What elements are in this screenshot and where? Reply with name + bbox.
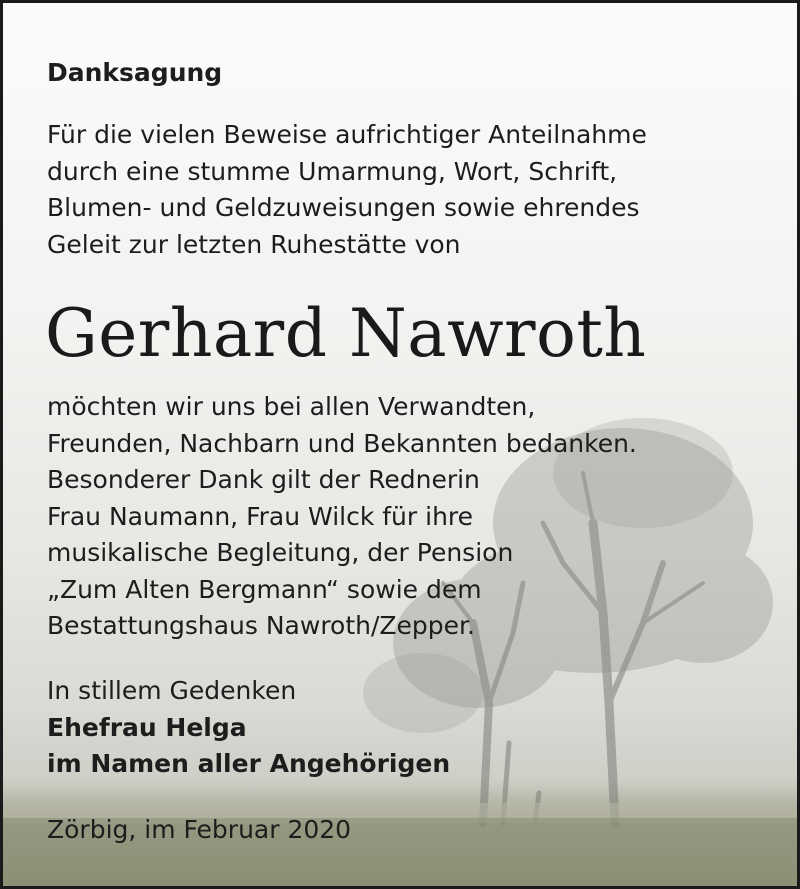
intro-line: Geleit zur letzten Ruhestätte von: [47, 229, 461, 259]
intro-line: Blumen- und Geldzuweisungen sowie ehrendes: [47, 193, 640, 222]
thanks-line: Frau Naumann, Frau Wilck für ihre: [47, 501, 474, 531]
place-date: Zörbig, im Februar 2020: [47, 815, 352, 844]
closing-signature: [47, 673, 450, 783]
intro-line: Für die vielen Beweise aufrichtiger Anteilnahme: [47, 120, 647, 149]
heading: Danksagung: [47, 58, 223, 87]
thanks-line: Freunden, Nachbarn und Bekannten bedanken.: [47, 428, 637, 458]
closing-line: In stillem Gedenken: [47, 676, 297, 705]
intro-paragraph: [47, 117, 647, 263]
intro-line: durch eine stumme Umarmung, Wort, Schrift,: [47, 156, 618, 186]
thanks-line: möchten wir uns bei allen Verwandten,: [47, 392, 536, 421]
signer-relatives: im Namen aller Angehörigen: [47, 749, 451, 778]
thanks-paragraph: [47, 389, 637, 645]
thanks-line: musikalische Begleitung, der Pension: [47, 538, 514, 567]
thanks-line: „Zum Alten Bergmann“ sowie dem: [47, 574, 482, 604]
thanks-line: Bestattungshaus Nawroth/Zepper.: [47, 611, 475, 640]
thanks-line: Besonderer Dank gilt der Rednerin: [47, 465, 480, 494]
signer-name: Ehefrau Helga: [47, 712, 247, 742]
deceased-name: Gerhard Nawroth: [45, 295, 647, 372]
